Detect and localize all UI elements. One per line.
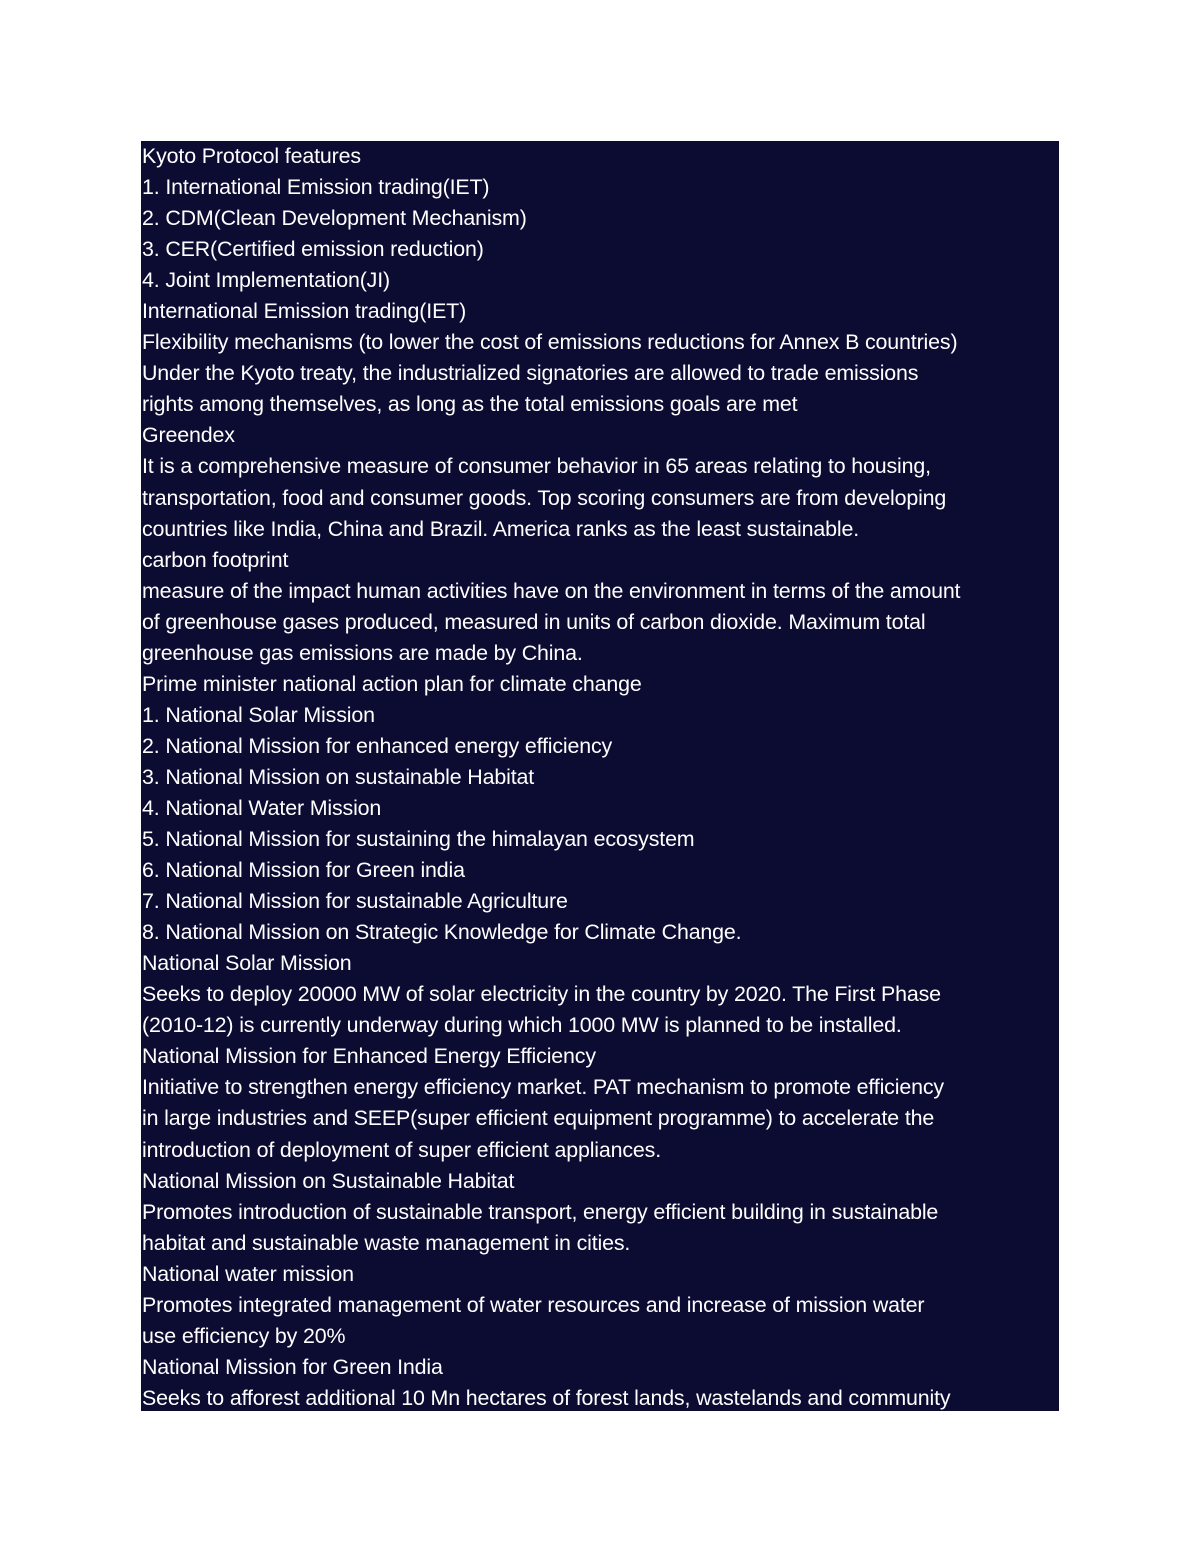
- heading-water-mission: National water mission: [142, 1261, 354, 1286]
- paragraph-line: habitat and sustainable waste management in cities.: [142, 1230, 631, 1255]
- list-item: 3. National Mission on sustainable Habitat: [142, 764, 535, 789]
- paragraph-line: Seeks to afforest additional 10 Mn hectares of forest lands, wastelands and community: [142, 1385, 951, 1410]
- heading-iet: International Emission trading(IET): [142, 299, 467, 324]
- highlighted-text-block: [141, 141, 1059, 1411]
- list-item: 2. National Mission for enhanced energy efficiency: [142, 733, 613, 758]
- paragraph-line: transportation, food and consumer goods. Top scoring consumers are from developing: [142, 485, 947, 510]
- paragraph-line: countries like India, China and Brazil. America ranks as the least sustainable.: [142, 516, 859, 541]
- paragraph-line: Seeks to deploy 20000 MW of solar electricity in the country by 2020. The First Phase: [142, 982, 941, 1007]
- paragraph-line: use efficiency by 20%: [142, 1323, 346, 1348]
- paragraph-line: rights among themselves, as long as the total emissions goals are met: [142, 392, 798, 417]
- list-item: 5. National Mission for sustaining the himalayan ecosystem: [142, 827, 695, 852]
- list-item: 2. CDM(Clean Development Mechanism): [142, 206, 527, 231]
- paragraph-line: in large industries and SEEP(super efficient equipment programme) to accelerate the: [142, 1106, 935, 1131]
- list-item: 6. National Mission for Green india: [142, 858, 465, 883]
- paragraph-line: Promotes integrated management of water resources and increase of mission water: [142, 1292, 925, 1317]
- heading-national-solar-mission: National Solar Mission: [142, 951, 352, 976]
- heading-sustainable-habitat: National Mission on Sustainable Habitat: [142, 1168, 515, 1193]
- paragraph-line: (2010-12) is currently underway during which 1000 MW is planned to be installed.: [142, 1013, 902, 1038]
- paragraph-line: Under the Kyoto treaty, the industrialized signatories are allowed to trade emissions: [142, 361, 919, 386]
- paragraph-line: measure of the impact human activities have on the environment in terms of the amount: [142, 578, 961, 603]
- list-item: 8. National Mission on Strategic Knowledge for Climate Change.: [142, 920, 742, 945]
- list-item: 4. National Water Mission: [142, 795, 382, 820]
- list-item: 4. Joint Implementation(JI): [142, 268, 390, 293]
- paragraph-line: Initiative to strengthen energy efficiency market. PAT mechanism to promote efficiency: [142, 1075, 944, 1100]
- heading-greendex: Greendex: [142, 423, 235, 448]
- list-item: 3. CER(Certified emission reduction): [142, 237, 484, 262]
- list-item: 1. National Solar Mission: [142, 702, 375, 727]
- heading-green-india: National Mission for Green India: [142, 1354, 443, 1379]
- list-item: 1. International Emission trading(IET): [142, 175, 490, 200]
- paragraph-line: Promotes introduction of sustainable transport, energy efficient building in sustainable: [142, 1199, 939, 1224]
- heading-napcc: Prime minister national action plan for climate change: [142, 671, 642, 696]
- paragraph-line: greenhouse gas emissions are made by China.: [142, 640, 583, 665]
- paragraph-line: Flexibility mechanisms (to lower the cost of emissions reductions for Annex B countries): [142, 330, 958, 355]
- paragraph-line: of greenhouse gases produced, measured in units of carbon dioxide. Maximum total: [142, 609, 926, 634]
- paragraph-line: It is a comprehensive measure of consumer behavior in 65 areas relating to housing,: [142, 454, 931, 479]
- heading-energy-efficiency-mission: National Mission for Enhanced Energy Efficiency: [142, 1044, 596, 1069]
- paragraph-line: introduction of deployment of super efficient appliances.: [142, 1137, 662, 1162]
- heading-kyoto-protocol-features: Kyoto Protocol features: [142, 144, 361, 168]
- list-item: 7. National Mission for sustainable Agriculture: [142, 889, 568, 914]
- heading-carbon-footprint: carbon footprint: [142, 547, 289, 572]
